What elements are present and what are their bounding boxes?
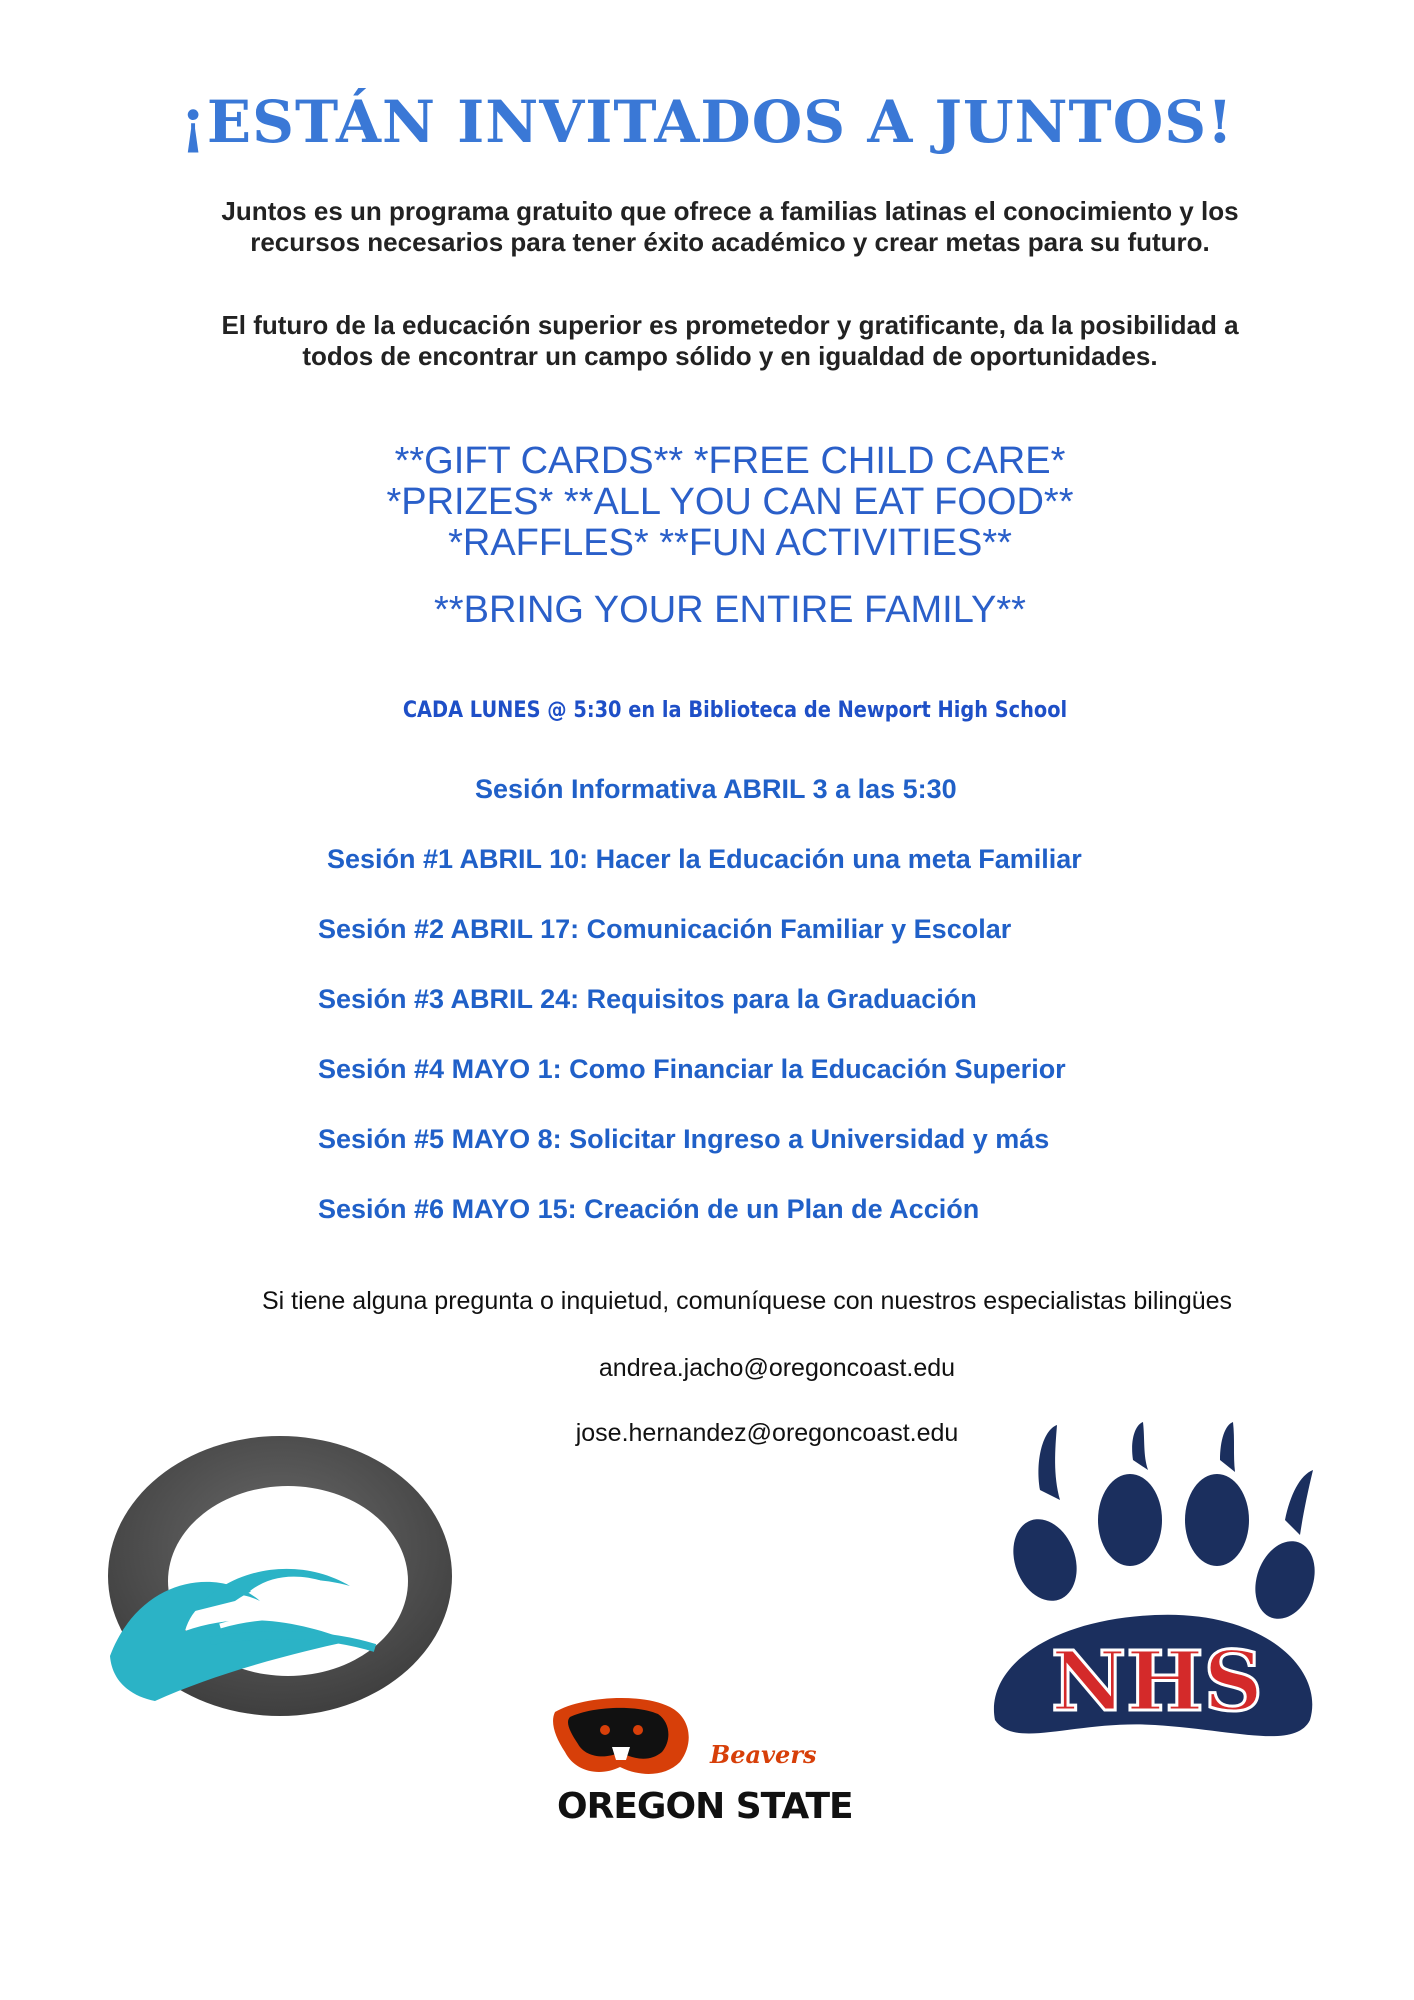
oregon-coast-logo	[100, 1426, 460, 1726]
bring-family-text: **BRING YOUR ENTIRE FAMILY**	[434, 589, 1026, 631]
intro-paragraph-2	[150, 310, 1310, 372]
session-2: Sesión #2 ABRIL 17: Comunicación Familiar y Escolar	[318, 914, 1012, 944]
email-link-andrea[interactable]: andrea.jacho@oregoncoast.edu	[598, 1354, 956, 1382]
intro-p2-line1: El futuro de la educación superior es prometedor y gratificante, da la posibilidad a	[221, 310, 1239, 340]
nhs-logo-text: NHS	[1051, 1634, 1263, 1730]
session-6: Sesión #6 MAYO 15: Creación de un Plan de Acción	[318, 1194, 980, 1224]
perks-list	[0, 441, 1414, 564]
session-1: Sesión #1 ABRIL 10: Hacer la Educación una meta Familiar	[327, 844, 1082, 874]
intro-p1-line1: Juntos es un programa gratuito que ofrece a familias latinas el conocimiento y los	[221, 196, 1239, 226]
perks-line-1: **GIFT CARDS** *FREE CHILD CARE*	[394, 440, 1066, 482]
session-3: Sesión #3 ABRIL 24: Requisitos para la Graduación	[318, 984, 977, 1014]
intro-paragraph-1	[150, 196, 1310, 258]
session-info: Sesión Informativa ABRIL 3 a las 5:30	[475, 774, 957, 804]
perks-line-2: *PRIZES* **ALL YOU CAN EAT FOOD**	[386, 481, 1074, 523]
nhs-paw-logo	[985, 1420, 1320, 1750]
perks-line-3: *RAFFLES* **FUN ACTIVITIES**	[448, 522, 1012, 564]
osu-wordmark: OREGON STATE	[557, 1786, 853, 1827]
session-4: Sesión #4 MAYO 1: Como Financiar la Educación Superior	[318, 1054, 1066, 1084]
intro-p2-line2: todos de encontrar un campo sólido y en igualdad de oportunidades.	[302, 341, 1158, 371]
schedule-text: CADA LUNES @ 5:30 en la Biblioteca de Newport High School	[402, 698, 1068, 723]
intro-p1-line2: recursos necesarios para tener éxito académico y crear metas para su futuro.	[250, 227, 1210, 257]
email-link-jose[interactable]: jose.hernandez@oregoncoast.edu	[575, 1419, 959, 1447]
session-5: Sesión #5 MAYO 8: Solicitar Ingreso a Universidad y más	[318, 1124, 1050, 1154]
osu-beavers-script: Beavers	[710, 1740, 817, 1769]
contact-message: Si tiene alguna pregunta o inquietud, comuníquese con nuestros especialistas bilingües	[261, 1287, 1233, 1315]
page-title: ¡ESTÁN INVITADOS A JUNTOS!	[180, 88, 1234, 156]
